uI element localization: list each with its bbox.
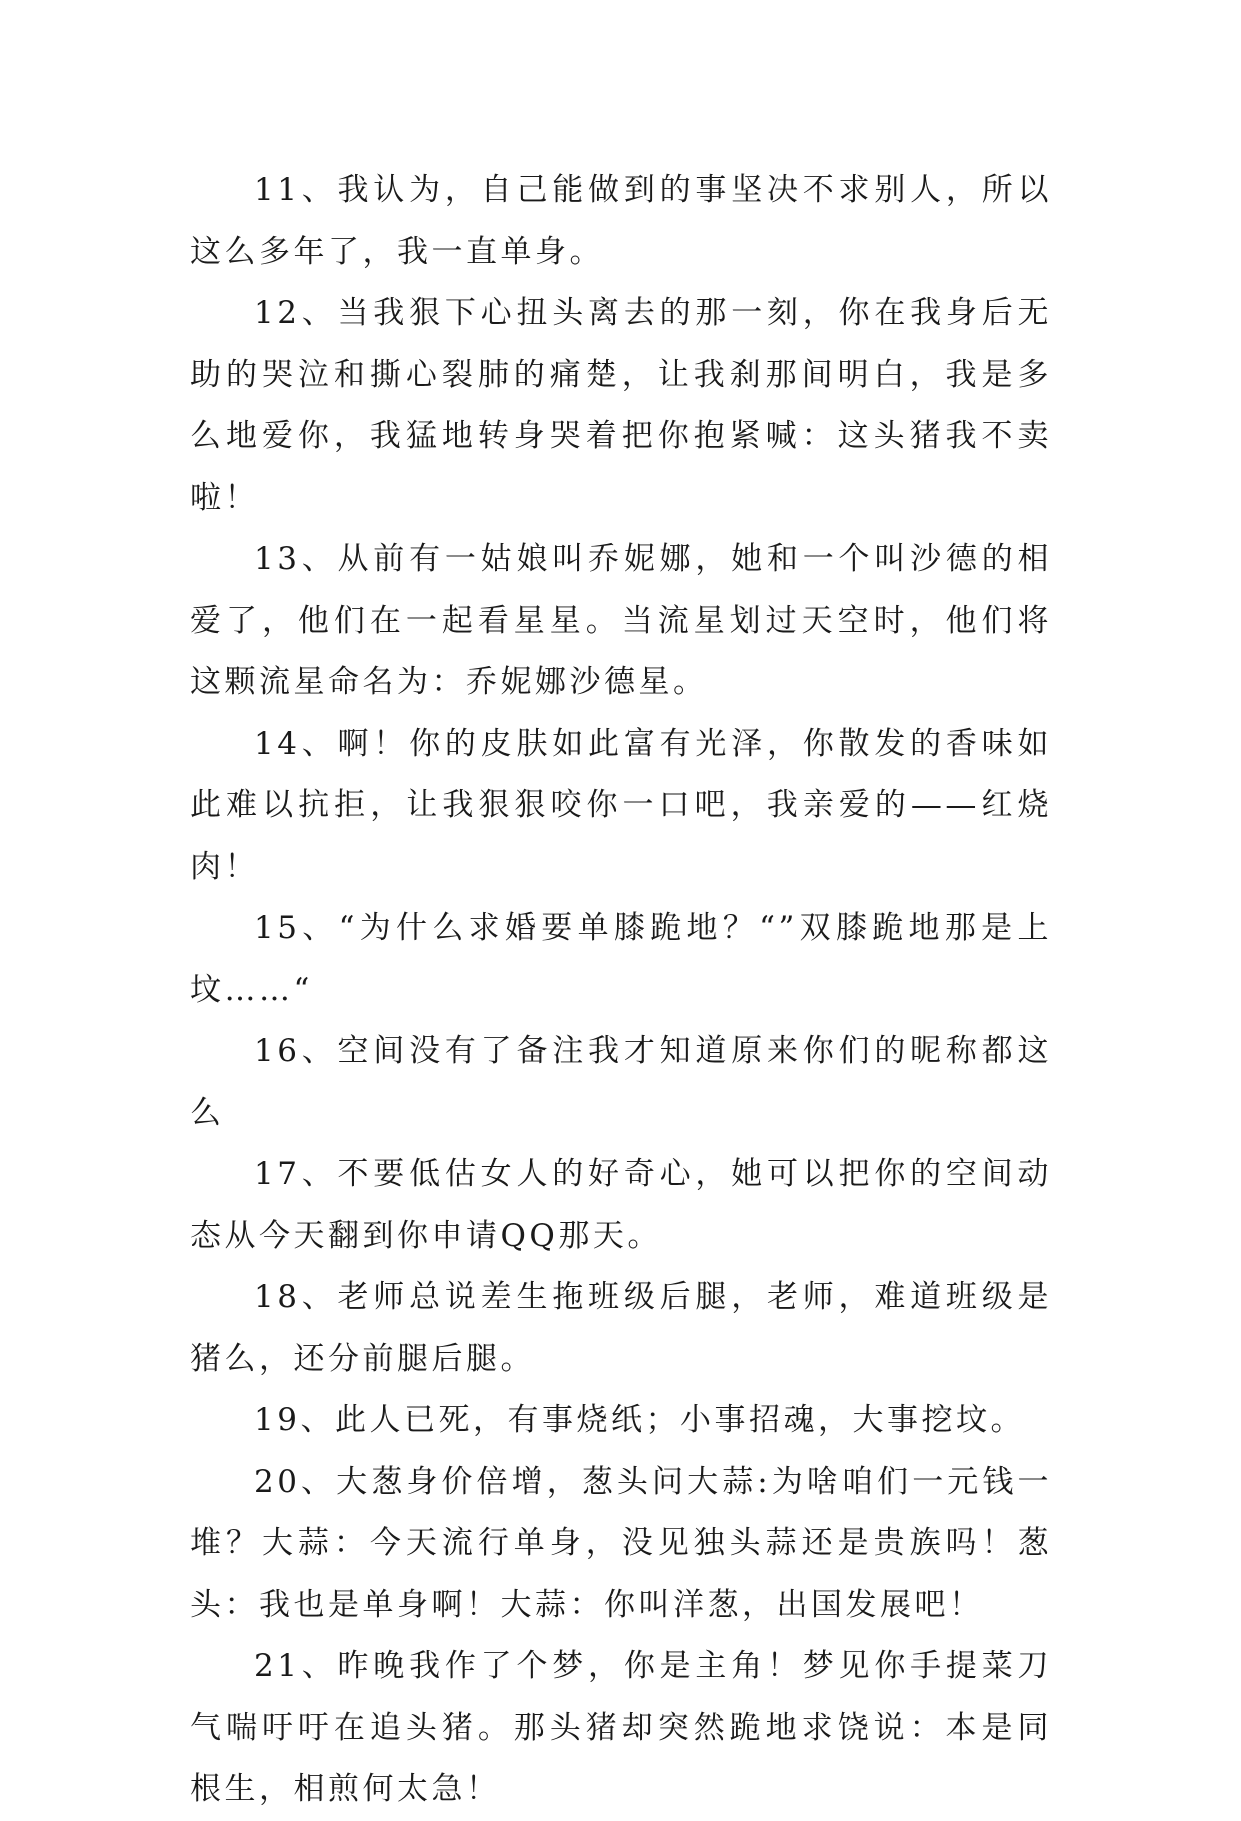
paragraph-21: 21、昨晚我作了个梦，你是主角！梦见你手提菜刀气喘吁吁在追头猪。那头猪却突然跪地求饶说：本是同根生，相煎何太急！: [190, 1648, 1052, 1807]
paragraph-17: 17、不要低估女人的好奇心，她可以把你的空间动态从今天翻到你申请QQ那天。: [190, 1156, 1052, 1254]
paragraph-19: 19、此人已死，有事烧纸；小事招魂，大事挖坟。: [254, 1402, 1025, 1438]
paragraph-11: 11、我认为，自己能做到的事坚决不求别人，所以这么多年了，我一直单身。: [190, 172, 1052, 270]
paragraph-16: 16、空间没有了备注我才知道原来你们的昵称都这么: [190, 1033, 1052, 1131]
paragraph-15: 15、“为什么求婚要单膝跪地？“”双膝跪地那是上坟……“: [190, 910, 1052, 1008]
paragraph-14: 14、啊！你的皮肤如此富有光泽，你散发的香味如此难以抗拒，让我狠狠咬你一口吧，我亲爱的——红烧肉！: [190, 725, 1052, 885]
paragraph-12: 12、当我狠下心扭头离去的那一刻，你在我身后无助的哭泣和撕心裂肺的痛楚，让我刹那间明白，我是多么地爱你，我猛地转身哭着把你抱紧喊：这头猪我不卖啦！: [190, 295, 1052, 516]
document-body: [190, 160, 1052, 1821]
paragraph-13: 13、从前有一姑娘叫乔妮娜，她和一个叫沙德的相爱了，他们在一起看星星。当流星划过天空时，他们将这颗流星命名为：乔妮娜沙德星。: [190, 541, 1052, 700]
paragraph-20: 20、大葱身价倍增，葱头问大蒜:为啥咱们一元钱一堆？大蒜：今天流行单身，没见独头蒜还是贵族吗！葱头：我也是单身啊！大蒜：你叫洋葱，出国发展吧！: [190, 1463, 1052, 1623]
paragraph-18: 18、老师总说差生拖班级后腿，老师，难道班级是猪么，还分前腿后腿。: [190, 1279, 1052, 1377]
